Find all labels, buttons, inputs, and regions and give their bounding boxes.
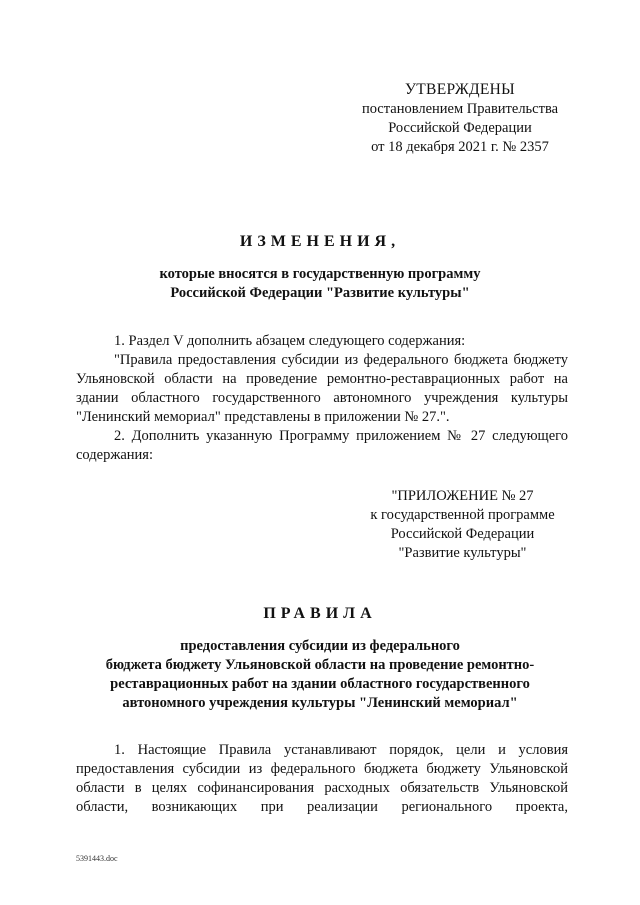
document-file-code: 5391443.doc — [76, 854, 118, 863]
rules-title-block — [80, 605, 560, 713]
rules-title: ПРАВИЛА — [263, 605, 377, 622]
changes-title: ИЗМЕНЕНИЯ, — [239, 233, 401, 250]
approval-heading: УТВЕРЖДЕНЫ — [405, 81, 515, 98]
rules-paragraph-1: 1. Настоящие Правила устанавливают порядок, цели и условия предоставления субсидии из федерального бюджета бюджету Ульяновской области в целях софинансирования расходных обязательств Ульяновской области, возникающих при реализации регионального проекта, — [76, 742, 568, 815]
approval-line: Российской Федерации — [388, 120, 532, 136]
rules-subtitle-line: предоставления субсидии из федерального — [180, 638, 460, 654]
paragraph-2: "Правила предоставления субсидии из федерального бюджета бюджету Ульяновской области на проведение ремонтно-реставрационных работ на здании областного государственного автономного учреждения культуры "Ленинский мемориал" представлены в приложении № 27.". — [76, 352, 568, 425]
appendix-header — [355, 487, 570, 563]
changes-body — [76, 332, 568, 465]
changes-subtitle-line: которые вносятся в государственную программу — [159, 266, 481, 282]
paragraph-3: 2. Дополнить указанную Программу приложением № 27 следующего содержания: — [76, 428, 568, 463]
appendix-line: "ПРИЛОЖЕНИЕ № 27 — [391, 488, 534, 504]
changes-title-block — [80, 233, 560, 303]
approval-stamp — [350, 80, 570, 157]
appendix-line: к государственной программе — [370, 507, 555, 523]
rules-subtitle-line: бюджета бюджету Ульяновской области на проведение ремонтно- — [105, 657, 535, 673]
rules-subtitle-line: автономного учреждения культуры "Ленинский мемориал" — [122, 695, 518, 711]
approval-line: постановлением Правительства — [361, 101, 559, 117]
appendix-line: Российской Федерации — [390, 526, 535, 542]
appendix-line: "Развитие культуры" — [398, 545, 527, 561]
approval-line: от 18 декабря 2021 г. № 2357 — [371, 139, 549, 155]
changes-subtitle-line: Российской Федерации "Развитие культуры" — [170, 285, 470, 301]
rules-subtitle-line: реставрационных работ на здании областного государственного — [110, 676, 530, 692]
rules-body — [76, 741, 568, 817]
paragraph-1: 1. Раздел V дополнить абзацем следующего содержания: — [114, 333, 466, 349]
